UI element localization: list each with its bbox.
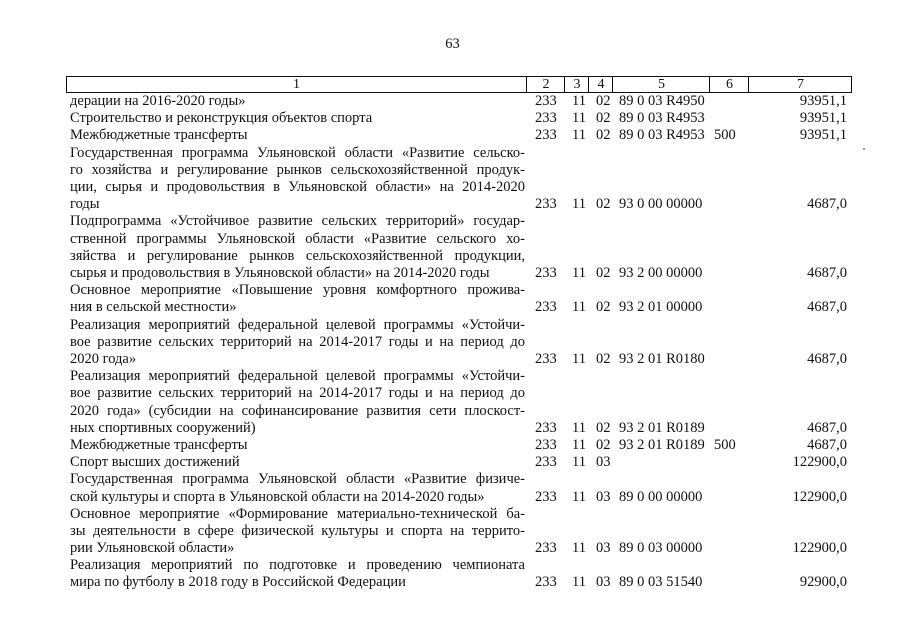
row-name-line: 2020 года» (субсидии на софинансирование развития сети плоскост- (70, 402, 525, 419)
row-grbs: 233 (535, 540, 557, 557)
table-row (0, 127, 905, 144)
row-name-line: вое развитие сельских территорий на 2014-2017 годы и на период до (70, 333, 525, 350)
row-pr: 03 (596, 540, 611, 557)
row-name-line: Основное мероприятие «Формирование материально-технической ба- (70, 505, 525, 522)
row-vr: 500 (714, 436, 736, 453)
row-name (70, 145, 525, 214)
row-sum: 93951,1 (799, 93, 847, 109)
row-rz: 11 (572, 419, 586, 436)
table-row (0, 471, 905, 505)
row-name-line: ных спортивных сооружений) (70, 419, 256, 436)
row-grbs: 233 (535, 574, 557, 591)
row-pr: 02 (596, 350, 611, 367)
row-cs: 93 2 01 R0180 (619, 350, 705, 367)
row-sum: 4687,0 (807, 299, 847, 316)
row-cs: 93 0 00 00000 (619, 196, 703, 213)
header-col-2: 2 (526, 77, 565, 92)
row-pr: 02 (596, 93, 611, 109)
row-name-line: мира по футболу в 2018 году в Российской Федерации (70, 574, 406, 591)
row-pr: 02 (596, 196, 611, 213)
row-grbs: 233 (535, 488, 557, 505)
row-pr: 02 (596, 299, 611, 316)
row-name-line: 2020 года» (70, 350, 137, 367)
row-name-line: Строительство и реконструкция объектов спорта (70, 110, 373, 127)
row-rz: 11 (572, 264, 586, 281)
row-name (70, 127, 525, 144)
row-sum: 4687,0 (807, 436, 847, 453)
row-name-line: Межбюджетные трансферты (70, 436, 248, 453)
header-col-6: 6 (709, 77, 749, 92)
page-number: 63 (445, 36, 460, 52)
row-sum: 4687,0 (807, 196, 847, 213)
row-name (70, 93, 525, 110)
row-cs: 89 0 03 00000 (619, 540, 703, 557)
row-pr: 03 (596, 454, 611, 471)
row-rz: 11 (572, 350, 586, 367)
row-name (70, 368, 525, 437)
row-name (70, 454, 525, 471)
table-row (0, 110, 905, 127)
row-rz: 11 (572, 540, 586, 557)
row-name-line: сырья и продовольствия в Ульяновской области» на 2014-2020 годы (70, 264, 490, 281)
row-pr: 03 (596, 488, 611, 505)
row-rz: 11 (572, 574, 586, 591)
row-cs: 89 0 03 R4953 (619, 110, 705, 127)
row-pr: 02 (596, 436, 611, 453)
row-grbs: 233 (535, 299, 557, 316)
row-name (70, 506, 525, 558)
row-cs: 93 2 01 R0189 (619, 436, 705, 453)
row-name-line: годы (70, 196, 100, 213)
row-name-line: ственной программы Ульяновской области «Развитие сельского хо- (70, 230, 525, 247)
row-grbs: 233 (535, 264, 557, 281)
row-name-line: дерации на 2016-2020 годы» (70, 93, 246, 109)
row-grbs: 233 (535, 196, 557, 213)
row-name (70, 557, 525, 591)
row-rz: 11 (572, 110, 586, 127)
row-pr: 02 (596, 110, 611, 127)
row-name-line: Спорт высших достижений (70, 454, 240, 471)
row-cs: 93 2 01 00000 (619, 299, 703, 316)
row-sum: 93951,1 (799, 127, 847, 144)
row-cs: 93 2 01 R0189 (619, 419, 705, 436)
row-name (70, 437, 525, 454)
row-sum: 122900,0 (792, 540, 847, 557)
row-rz: 11 (572, 436, 586, 453)
row-sum: 93951,1 (799, 110, 847, 127)
row-name-line: зы деятельности в сфере физической культуры и спорта на террито- (70, 522, 525, 539)
row-name-line: го хозяйства и регулирование рынков сельскохозяйственной продук- (70, 161, 525, 178)
row-sum: 122900,0 (792, 454, 847, 471)
table-body (0, 93, 905, 592)
row-name-line: Подпрограмма «Устойчивое развитие сельских территорий» государ- (70, 213, 525, 230)
table-row (0, 437, 905, 454)
row-sum: 122900,0 (792, 488, 847, 505)
table-row (0, 454, 905, 471)
row-name-line: рии Ульяновской области» (70, 540, 235, 557)
row-sum: 4687,0 (807, 350, 847, 367)
row-name (70, 110, 525, 127)
row-name-line: Реализация мероприятий по подготовке и проведению чемпионата (70, 557, 525, 574)
row-grbs: 233 (535, 110, 557, 127)
row-name (70, 317, 525, 369)
row-sum: 4687,0 (807, 264, 847, 281)
row-grbs: 233 (535, 350, 557, 367)
row-grbs: 233 (535, 436, 557, 453)
table-row (0, 317, 905, 369)
row-cs: 93 2 00 00000 (619, 264, 703, 281)
row-vr: 500 (714, 127, 736, 144)
row-name (70, 282, 525, 316)
row-name-line: Реализация мероприятий федеральной целевой программы «Устойчи- (70, 368, 525, 385)
row-name-line: Реализация мероприятий федеральной целевой программы «Устойчи- (70, 316, 525, 333)
table-row (0, 145, 905, 214)
table-row (0, 282, 905, 316)
row-name (70, 213, 525, 282)
row-pr: 02 (596, 264, 611, 281)
row-cs: 89 0 03 R4953 (619, 127, 705, 144)
table-row (0, 557, 905, 591)
row-name-line: ской культуры и спорта в Ульяновской области на 2014-2020 годы» (70, 488, 485, 505)
row-name-line: Межбюджетные трансферты (70, 127, 248, 144)
row-rz: 11 (572, 454, 586, 471)
row-grbs: 233 (535, 419, 557, 436)
row-pr: 02 (596, 419, 611, 436)
header-col-5: 5 (612, 77, 710, 92)
row-cs: 89 0 03 51540 (619, 574, 703, 591)
row-grbs: 233 (535, 93, 557, 109)
table-row (0, 213, 905, 282)
row-sum: 4687,0 (807, 419, 847, 436)
header-col-1: 1 (293, 77, 300, 92)
row-name-line: Государственная программа Ульяновской области «Развитие сельско- (70, 144, 525, 161)
row-name-line: зяйства и регулирование рынков сельскохозяйственной продукции, (70, 247, 525, 264)
row-cs: 89 0 00 00000 (619, 488, 703, 505)
row-pr: 03 (596, 574, 611, 591)
row-name-line: ции, сырья и продовольствия в Ульяновской области» на 2014-2020 (70, 178, 525, 195)
row-grbs: 233 (535, 454, 557, 471)
row-name (70, 471, 525, 505)
row-pr: 02 (596, 127, 611, 144)
row-rz: 11 (572, 196, 586, 213)
table-row (0, 506, 905, 558)
row-rz: 11 (572, 488, 586, 505)
row-sum: 92900,0 (799, 574, 847, 591)
row-cs: 89 0 03 R4950 (619, 93, 705, 109)
scan-dot (863, 148, 865, 150)
table-header (66, 76, 852, 93)
row-name-line: вое развитие сельских территорий на 2014-2017 годы и на период до (70, 385, 525, 402)
row-name-line: ния в сельской местности» (70, 299, 237, 316)
table-row (0, 93, 905, 110)
header-col-4: 4 (588, 77, 613, 92)
header-col-3: 3 (564, 77, 589, 92)
row-name-line: Государственная программа Ульяновской области «Развитие физиче- (70, 471, 525, 488)
row-name-line: Основное мероприятие «Повышение уровня комфортного прожива- (70, 282, 525, 299)
row-rz: 11 (572, 299, 586, 316)
header-col-7: 7 (748, 77, 852, 92)
table-row (0, 368, 905, 437)
row-rz: 11 (572, 127, 586, 144)
row-rz: 11 (572, 93, 586, 109)
row-grbs: 233 (535, 127, 557, 144)
